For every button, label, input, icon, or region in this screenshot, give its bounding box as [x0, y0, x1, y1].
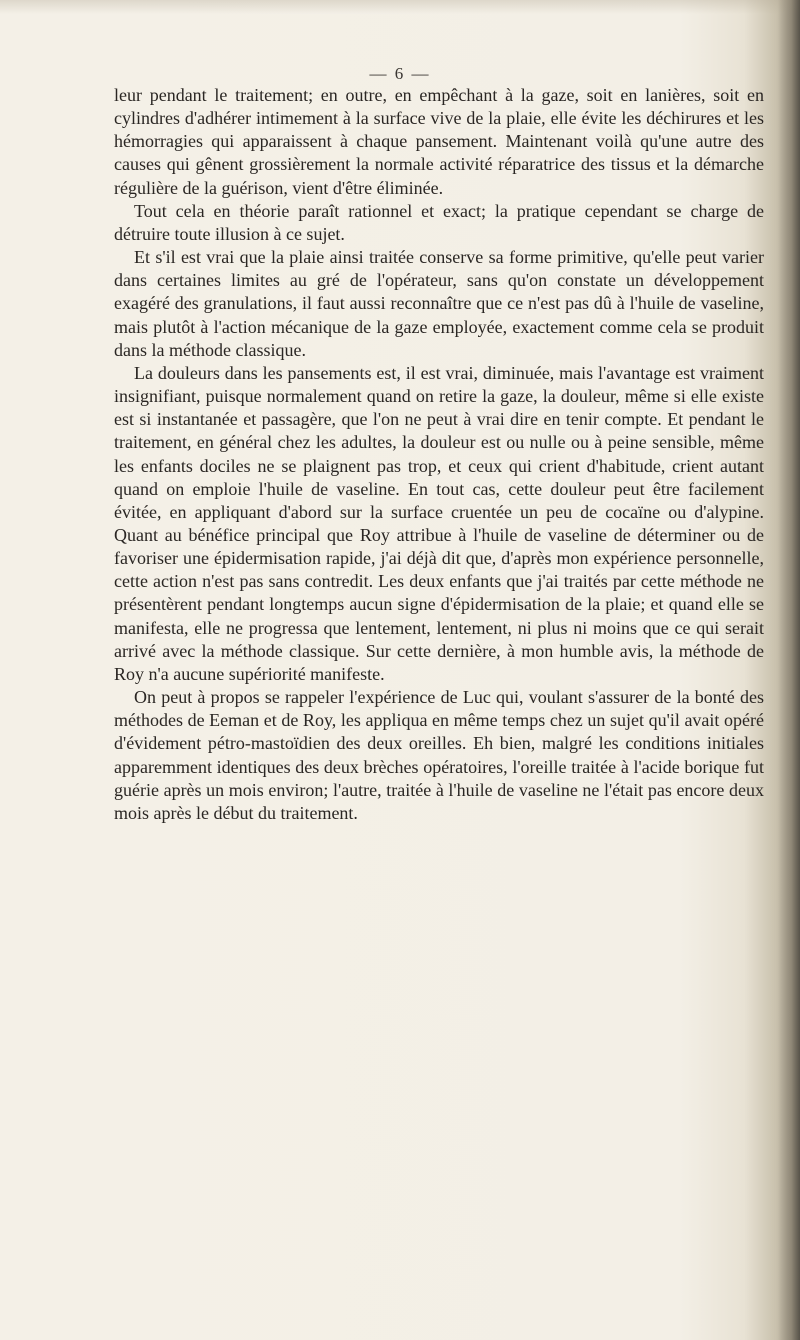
page-top-shadow: [0, 0, 800, 14]
paragraph-5: On peut à propos se rappeler l'expérience de Luc qui, voulant s'assurer de la bonté des méthodes de Eeman et de Roy, les appliqua en même temps chez un sujet qu'il avait opéré d'évidement pétro-mastoïdien des deux oreilles. Eh bien, malgré les conditions initiales apparemment identiques des deux brèches opératoires, l'oreille traitée à l'acide borique fut guérie après un mois environ; l'autre, traitée à l'huile de vaseline ne l'était pas encore deux mois après le début du traitement.: [114, 687, 764, 823]
body-text: [114, 84, 764, 825]
page-number: — 6 —: [369, 64, 431, 83]
paragraph-3: Et s'il est vrai que la plaie ainsi traitée conserve sa forme primitive, qu'elle peut varier dans certaines limites au gré de l'opérateur, sans qu'on constate un développement exagéré des granulations, il faut aussi reconnaître que ce n'est pas dû à l'huile de vaseline, mais plutôt à l'action mécanique de la gaze employée, exactement comme cela se produit dans la méthode classique.: [114, 247, 764, 360]
page-binding-edge: [778, 0, 800, 1340]
paragraph-2: Tout cela en théorie paraît rationnel et exact; la pratique cependant se charge de détruire toute illusion à ce sujet.: [114, 200, 764, 244]
paragraph-1: leur pendant le traitement; en outre, en empêchant à la gaze, soit en lanières, soit en cylindres d'adhérer intimement à la surface vive de la plaie, elle évite les déchirures et les hémorragies qui apparaissent à chaque pansement. Maintenant voilà qu'une autre des causes qui gênent grossièrement la normale activité réparatrice des tissus et la démarche régulière de la guérison, vient d'être éliminée.: [114, 85, 764, 198]
paragraph-4: La douleurs dans les pansements est, il est vrai, diminuée, mais l'avantage est vraiment insignifiant, puisque normalement quand on retire la gaze, la douleur, même si elle existe est si instantanée et passagère, que l'on ne peut à vrai dire en tenir compte. Et pendant le traitement, en général chez les adultes, la douleur est ou nulle ou à peine sensible, même les enfants dociles ne se plaignent pas trop, et ceux qui crient d'habitude, crient autant quand on emploie l'huile de vaseline. En tout cas, cette douleur peut être facilement évitée, en appliquant d'abord sur la surface cruentée un peu de cocaïne ou d'alypine. Quant au bénéfice principal que Roy attribue à l'huile de vaseline de déterminer ou de favoriser une épidermisation rapide, j'ai déjà dit que, d'après mon expérience personnelle, cette action n'est pas sans contredit. Les deux enfants que j'ai traités par cette méthode ne présentèrent pendant longtemps aucun signe d'épidermisation de la plaie; et quand elle se manifesta, elle ne progressa que lentement, lentement, ni plus ni moins que ce qui serait arrivé avec la méthode classique. Sur cette dernière, à mon humble avis, la méthode de Roy n'a aucune supériorité manifeste.: [114, 362, 764, 684]
